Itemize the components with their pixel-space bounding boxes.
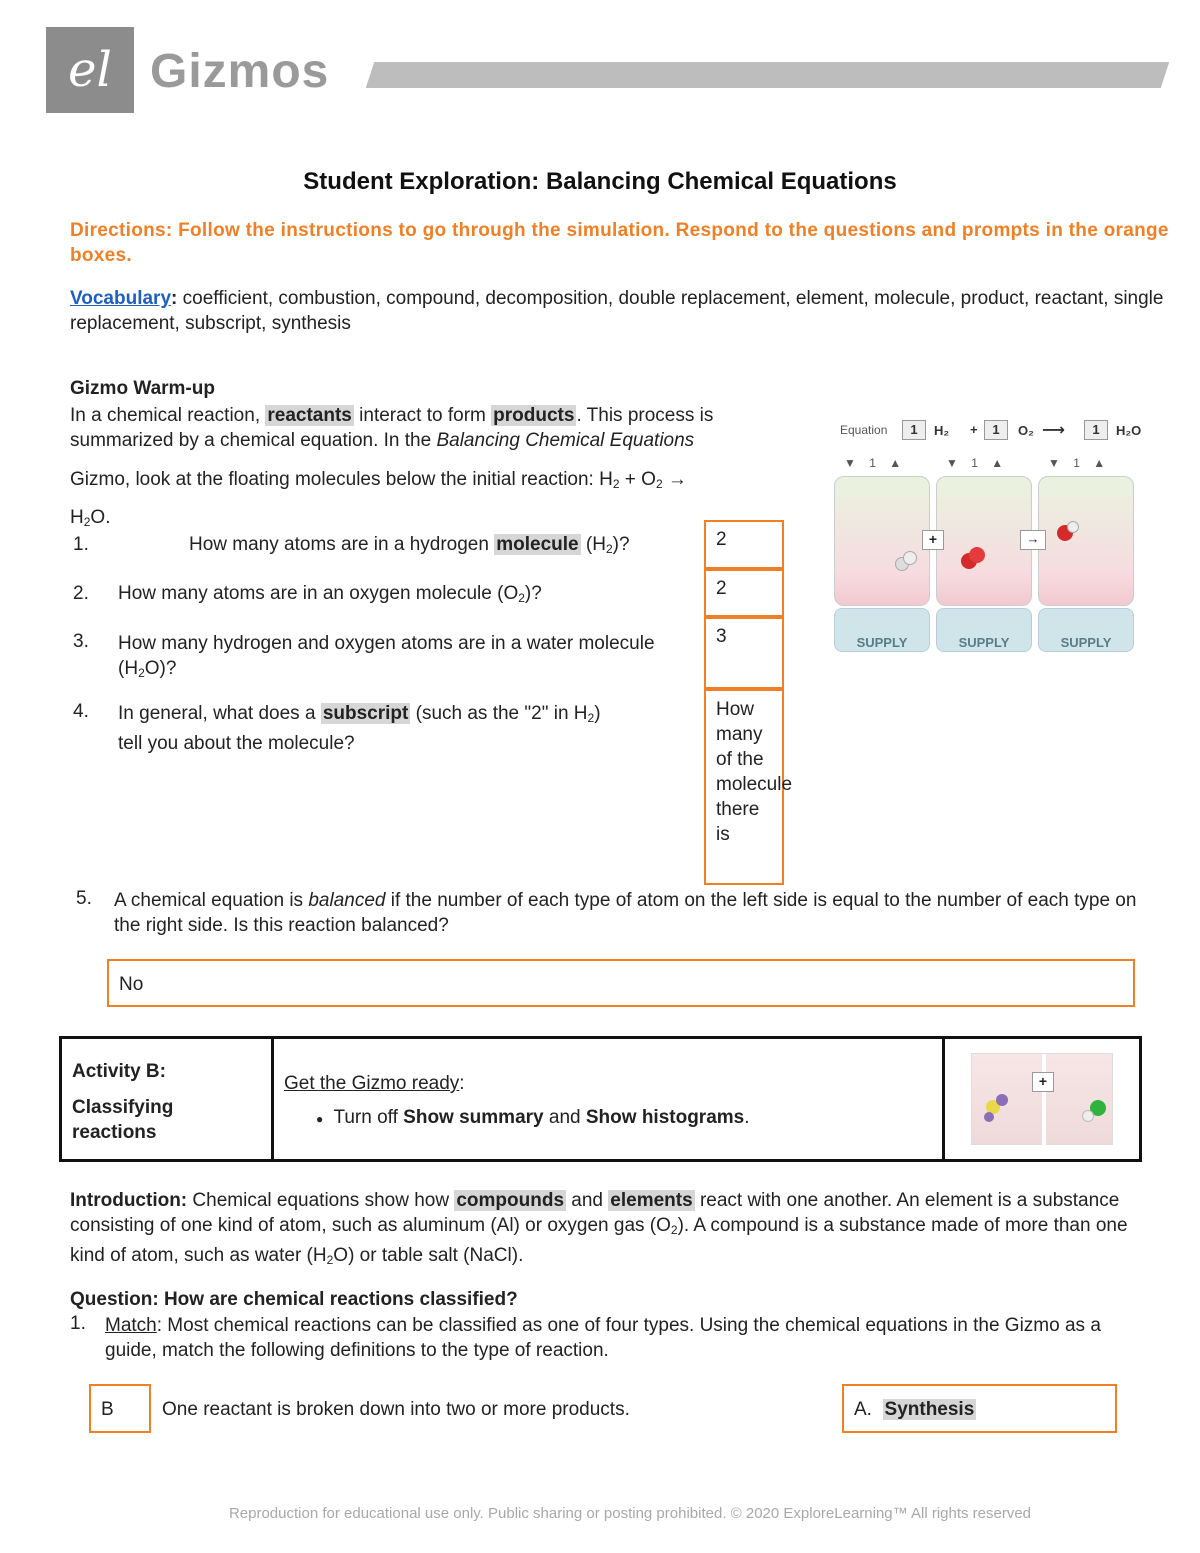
activity-b-table xyxy=(59,1036,1142,1162)
introduction: Introduction: Chemical equations show how compounds and elements react with one another. An element is a substance consisting of one kind of atom, such as aluminum (Al) or oxygen gas $(O_2)$. A compound is a substance made of more than one kind of atom, such as water $(H_2O)$ or table salt (NaCl). xyxy=(70,1190,1128,1267)
arrow-box-icon: → xyxy=(1020,530,1046,550)
warmup-paragraph-2: Gizmo, look at the floating molecules below the initial reaction: $H_2 + O_2$ → $H_2O$. xyxy=(70,469,687,529)
show-histograms-label: Show histograms xyxy=(585,1107,745,1128)
stepper-2[interactable]: ▼ 1 ▲ xyxy=(946,456,1004,470)
answer-box-1[interactable]: 2 xyxy=(704,520,784,569)
stepper-3[interactable]: ▼ 1 ▲ xyxy=(1048,456,1106,470)
show-summary-label: Show summary xyxy=(403,1107,544,1128)
equation-label: Equation xyxy=(840,423,888,437)
ready-bullet: ● Turn off Show summary and Show histograms. xyxy=(316,1107,750,1128)
species-o2: O₂ xyxy=(1018,423,1034,438)
product-panel xyxy=(1038,476,1134,606)
supply-h2o[interactable]: SUPPLY xyxy=(1038,608,1134,652)
answer-box-2[interactable]: 2 xyxy=(704,569,784,617)
match-question: 1. Match: Most chemical reactions can be classified as one of four types. Using the chemical equations in the Gizmo as a guide, match the following definitions to the type of reaction. xyxy=(70,1313,1101,1361)
vocabulary: Vocabulary: coefficient, combustion, compound, decomposition, double replacement, element, molecule, product, reactant, single replacement, subscript, synthesis xyxy=(70,288,1164,334)
arrow-icon: ⟶ xyxy=(1042,422,1065,439)
answer-box-5[interactable]: No xyxy=(107,959,1135,1007)
gizmo-thumbnail xyxy=(971,1053,1113,1145)
question-1: 1. How many atoms are in a hydrogen molecule $(H_2)$? xyxy=(73,534,630,556)
warmup-heading: Gizmo Warm-up xyxy=(70,378,215,399)
species-h2o: H₂O xyxy=(1116,423,1142,438)
stepper-1[interactable]: ▼ 1 ▲ xyxy=(844,456,902,470)
gizmos-brand: Gizmos xyxy=(150,45,330,98)
question-5: 5. A chemical equation is balanced if the number of each type of atom on the left side is equal to the number of each type on the right side. Is this reaction balanced? xyxy=(76,888,1137,936)
answer-box-3[interactable]: 3 xyxy=(704,617,784,689)
question-2: 2. How many atoms are in an oxygen molecule $(O_2)$? xyxy=(73,583,542,605)
activity-subtitle: Classifying reactions xyxy=(72,1097,174,1143)
activity-title-cell xyxy=(61,1038,273,1161)
answer-box-4[interactable]: How many of the molecule there is xyxy=(704,689,784,885)
option-a-box: A. Synthesis xyxy=(842,1384,1117,1433)
coefficient-o2[interactable]: 1 xyxy=(984,420,1008,440)
activity-title: Activity B: xyxy=(72,1061,166,1082)
directions: Directions: Follow the instructions to go through the simulation. Respond to the questions and prompts in the orange boxes. xyxy=(70,220,1169,266)
match-answer-box[interactable]: B xyxy=(89,1384,151,1433)
gizmo-equation-image xyxy=(834,412,1142,662)
supply-h2[interactable]: SUPPLY xyxy=(834,608,930,652)
page-title: Student Exploration: Balancing Chemical Equations xyxy=(303,168,897,195)
explorelearning-logo: el xyxy=(46,27,134,113)
activity-thumb-cell xyxy=(944,1038,1141,1161)
question-4: 4. In general, what does a subscript (such as the "2" in $H_2$) tell you about the molecule? xyxy=(73,701,601,754)
header-bar xyxy=(366,62,1169,88)
reactant-panel-1 xyxy=(834,476,930,606)
question-3: 3. How many hydrogen and oxygen atoms are in a water molecule $(H_2O)$? xyxy=(73,631,655,680)
reactant-panel-2 xyxy=(936,476,1032,606)
definition-text: One reactant is broken down into two or more products. xyxy=(162,1399,630,1420)
activity-ready-cell: Get the Gizmo ready: ● Turn off Show summary and Show histograms. xyxy=(273,1038,944,1161)
thumb-plus-icon: + xyxy=(1032,1072,1054,1092)
gizmo-ready-label: Get the Gizmo ready xyxy=(284,1073,460,1094)
option-a-label: Synthesis xyxy=(884,1399,975,1420)
coefficient-h2[interactable]: 1 xyxy=(902,420,926,440)
supply-o2[interactable]: SUPPLY xyxy=(936,608,1032,652)
footer: Reproduction for educational use only. Public sharing or posting prohibited. © 2020 ExploreLearning™ All rights reserved xyxy=(228,1505,1032,1522)
warmup-paragraph: In a chemical reaction, reactants interact to form products . This process is summarized by a chemical equation. In the Balancing Chemical Equations xyxy=(70,405,714,451)
plus-sign: + xyxy=(970,422,978,437)
plus-icon: + xyxy=(922,530,944,550)
question-heading: Question: How are chemical reactions classified? xyxy=(70,1289,518,1310)
vocabulary-link[interactable]: Vocabulary xyxy=(70,288,172,309)
vocabulary-terms: coefficient, combustion, compound, decomposition, double replacement, element, molecule, product, reactant, single replacement, subscript, synthesis xyxy=(70,288,1164,334)
coefficient-h2o[interactable]: 1 xyxy=(1084,420,1108,440)
species-h2: H₂ xyxy=(934,423,950,438)
